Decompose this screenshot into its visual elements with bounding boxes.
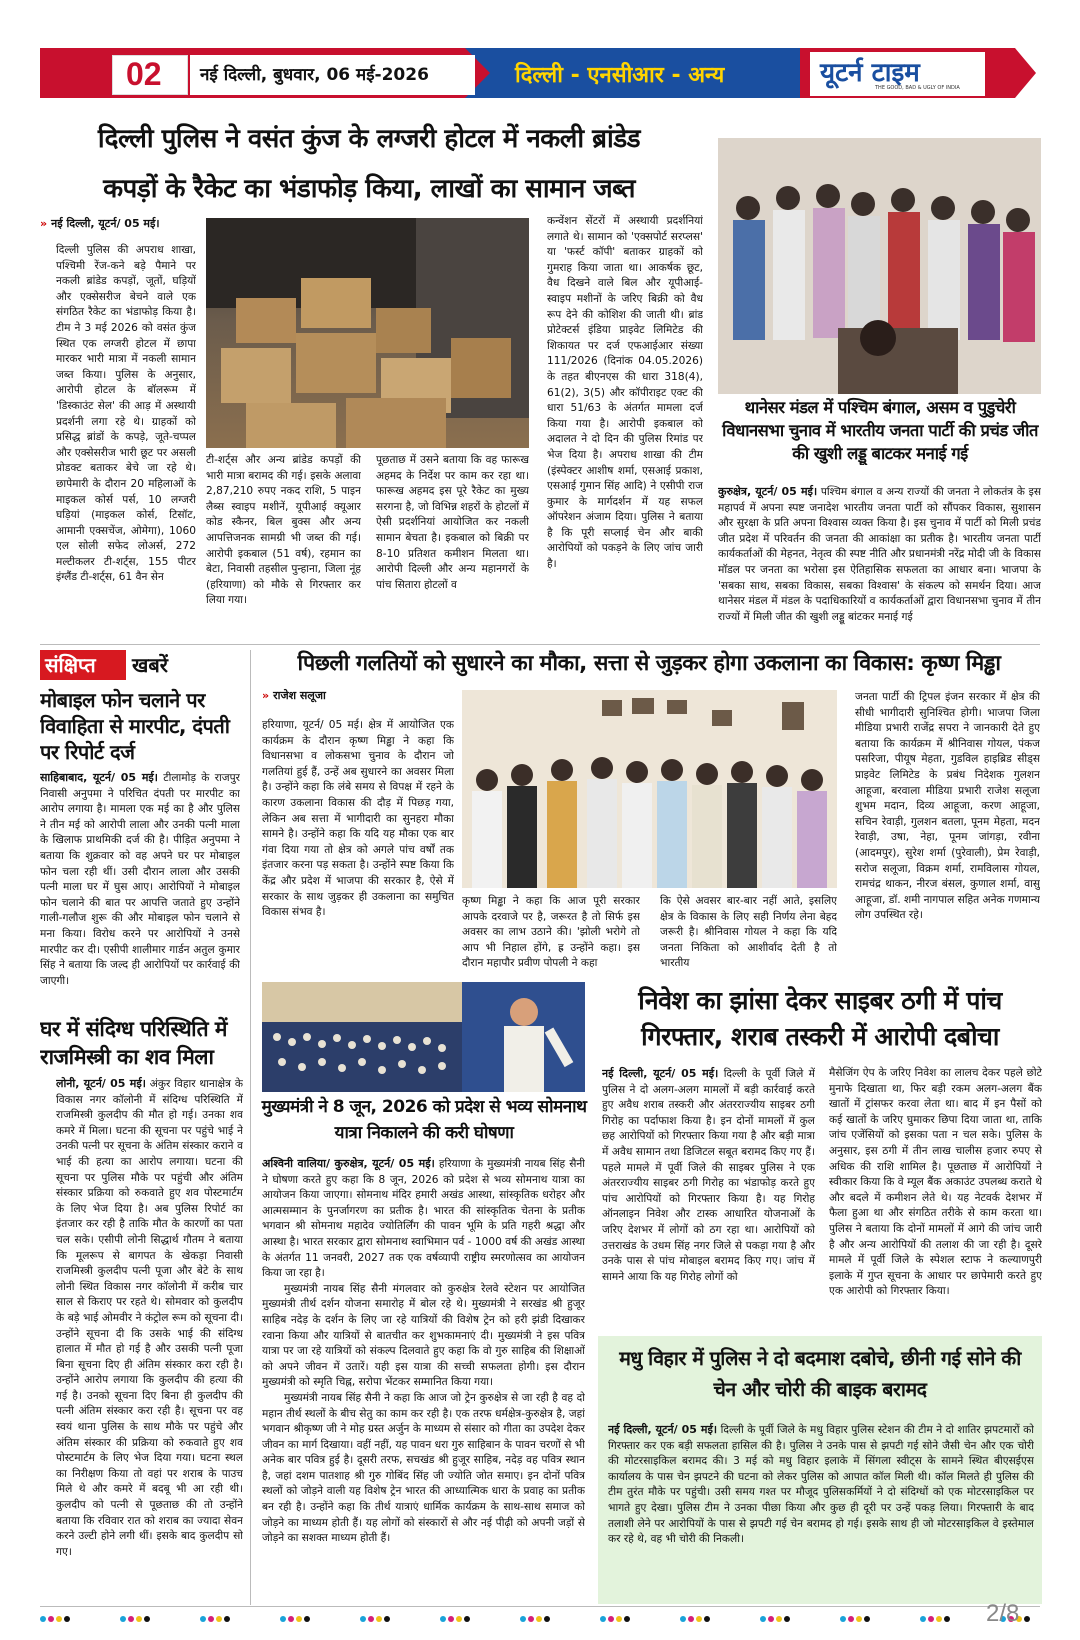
story5-body1: दिल्ली के पूर्वी जिले में पुलिस ने दो अलग-अलग मामलों में बड़ी कार्रवाई करते हुए अवैध शराब तस्करी और अंतरराज्यीय साइबर ठगी गिरोह का पर्दाफाश किया है। इन दोनों मामलों में कुल छह आरोपियों को गिरफ्तार किया गया है और बड़ी मात्रा में अवैध सामान तथा डिजिटल सबूत बरामद किए गए हैं। पहले मामले में पूर्वी जिले की साइबर पुलिस ने एक अंतरराज्यीय साइबर ठगी गिरोह का भंडाफोड़ करते हुए पांच आरोपियों को गिरफ्तार किया है। यह गिरोह ऑनलाइन निवेश और टास्क आधारित योजनाओं के जरिए देशभर में लोगों को ठग रहा था। आरोपियों को उत्तराखंड के उधम सिंह नगर जिले से पकड़ा गया है और उनके पास से पांच मोबाइल बरामद किए गए। जांच में सामने आया कि यह गिरोह लोगों को — [602, 1068, 815, 1283]
registration-dot — [208, 1616, 214, 1622]
registration-dot — [848, 1616, 854, 1622]
registration-dot-group — [680, 1616, 710, 1622]
brief-label-1: संक्षिप्त — [45, 653, 96, 677]
story2-text — [718, 484, 1041, 638]
brief2-byline: लोनी, यूटर्न/ 05 मई। — [56, 1077, 146, 1090]
page-indicator: 2/8 — [986, 1600, 1020, 1627]
registration-dot-group — [280, 1616, 310, 1622]
registration-dot — [376, 1616, 382, 1622]
registration-dot-group — [920, 1616, 950, 1622]
registration-dot — [296, 1616, 302, 1622]
story3-headline: पिछली गलतियों को सुधारने का मौका, सत्ता से जुड़कर होगा उकलाना का विकास: कृष्ण मिड्ढा — [297, 651, 1001, 676]
registration-dot — [136, 1616, 142, 1622]
registration-dot — [360, 1616, 366, 1622]
story6-body: दिल्ली के पूर्वी जिले के मधु विहार पुलिस स्टेशन की टीम ने दो शातिर झपटमारों को गिरफ्तार कर एक बड़ी सफलता हासिल की है। पुलिस ने उनके पास से झपटी गई सोने जैसी चेन और एक चोरी की मोटरसाइकिल बरामद की। 3 मई को मधु विहार इलाके में सिंगला स्वीट्स के सामने स्थित बीएसईएस कार्यालय के पास चेन झपटने की घटना को लेकर पुलिस को आपात कॉल मिली थी। कॉल मिलते ही पुलिस की टीम तुरंत मौके पर पहुंची। उसी समय गश्त पर मौजूद पुलिसकर्मियों ने दो संदिग्धों को एक मोटरसाइकिल पर भागते हुए देखा। पुलिस टीम ने उनका पीछा किया और कुछ ही दूरी पर उन्हें पकड़ लिया। गिरफ्तारी के बाद तलाशी लेने पर आरोपियों के पास से झपटी गई चेन बरामद हो गई। इसके साथ ही जो मोटरसाइकिल वे इस्तेमाल कर रहे थे, वह भी चोरी की निकली। — [608, 1424, 1034, 1546]
registration-dot — [688, 1616, 694, 1622]
story4-para1: हरियाणा के मुख्यमंत्री नायब सिंह सैनी ने घोषणा करते हुए कहा कि 8 जून, 2026 को प्रदेश से भव्य सोमनाथ यात्रा का आयोजन किया जाएगा। सोमनाथ मंदिर हमारी अखंड आस्था, सांस्कृतिक धरोहर और आत्मसम्मान के पुनर्जागरण का प्रतीक है। भारत की सांस्कृतिक चेतना के प्रतीक भगवान श्री सोमनाथ महादेव ज्योतिर्लिंग की पावन भूमि के प्रति गहरी श्रद्धा और आस्था है। भारत सरकार द्वारा सोमनाथ स्वाभिमान पर्व - 1000 वर्ष की अखंड आस्था के अंतर्गत 11 जनवरी, 2027 तक एक वर्षव्यापी राष्ट्रीय स्मरणोत्सव का आयोजन किया जा रहा है। — [262, 1158, 585, 1280]
brand-tagline: THE GOOD, BAD & UGLY OF INDIA — [875, 85, 960, 91]
story5-byline: नई दिल्ली, यूटर्न/ 05 मई। — [602, 1067, 719, 1080]
registration-dot — [936, 1616, 942, 1622]
registration-dot-group — [40, 1616, 70, 1622]
footer-rule — [40, 1606, 1040, 1607]
brief1-text — [40, 770, 240, 1005]
registration-dot — [600, 1616, 606, 1622]
story4-para2: मुख्यमंत्री नायब सिंह सैनी मंगलवार को कुरुक्षेत्र रेलवे स्टेशन पर आयोजित मुख्यमंत्री तीर्थ दर्शन योजना समारोह में बोल रहे थे। मुख्यमंत्री ने सरखंड श्री हुजूर साहिब नदेड़ के दर्शन के लिए जा रहे यात्रियों की विशेष ट्रेन को हरी झंडी दिखाकर रवाना किया और यात्रियों से बातचीत कर शुभकामनाएं दी। मुख्यमंत्री ने इस पवित्र यात्रा पर जा रहे यात्रियों को संकल्प दिलवाते हुए कहा कि वो गुरु साहिब की शिक्षाओं को अपने जीवन में उतारें। यही इस यात्रा की सच्ची सफलता होगी। इस दौरान मुख्यमंत्री को स्मृति चिह्न, सरोपा भेंटकर सम्मानित किया गया। — [262, 1282, 585, 1389]
brief-label-2: खबरें — [132, 653, 168, 677]
story5-col1 — [602, 1066, 815, 1328]
story6-byline: नई दिल्ली, यूटर्न/ 05 मई। — [608, 1423, 718, 1436]
story2-byline: कुरुक्षेत्र, यूटर्न/ 05 मई। — [718, 485, 818, 498]
divider-vertical — [250, 650, 251, 1605]
meeting-group-photo — [462, 690, 837, 888]
registration-dot-group — [600, 1616, 630, 1622]
registration-dot — [768, 1616, 774, 1622]
story6-headline: मधु विहार में पुलिस ने दो बदमाश दबोचे, छीनी गई सोने की चेन और चोरी की बाइक बरामद — [619, 1347, 1021, 1401]
story3-col4: जनता पार्टी की ट्रिपल इंजन सरकार में क्षेत्र की सीधी भागीदारी सुनिश्चित होगी। भाजपा जिला मीडिया प्रभारी राजेंद्र सपरा ने जानकारी देते हुए बताया कि कार्यक्रम में श्रीनिवास गोयल, पंकज पसरिजा, पीयूष मेहता, गुडविल हाइब्रिड सीड्स प्राइवेट लिमिटेड के प्रबंध निदेशक गुलशन आहूजा, बरवाला मीडिया प्रभारी राजेश सलूजा शुभम मदान, दिव्य आहूजा, करण आहूजा, सचिन रेवाड़ी, गुलशन बतला, पूनम मेहता, मदन रेवाड़ी, उषा, नेहा, पूनम जांगड़ा, रवीना (आदमपुर), सुरेश शर्मा (पुरेवाली), प्रेम रेवाड़ी, सरोज सलूजा, विक्रम शर्मा, रामविलास गोयल, रामचंद्र थाकन, नीरज बंसल, कुणाल शर्मा, वासु आहूजा, डॉ. शमी नागपाल सहित अनेक गणमान्य लोग उपस्थित रहे। — [855, 691, 1040, 922]
registration-dot — [304, 1616, 310, 1622]
registration-dot — [856, 1616, 862, 1622]
byline-arrow-icon: » — [40, 217, 48, 230]
registration-dot — [56, 1616, 62, 1622]
story5-headline: निवेश का झांसा देकर साइबर ठगी में पांच गिरफ्तार, शराब तस्करी में आरोपी दबोचा — [638, 986, 1002, 1051]
date-line: नई दिल्ली, बुधवार, 06 मई-2026 — [200, 65, 429, 85]
registration-dot-group — [760, 1616, 790, 1622]
rally-crowd-image — [262, 982, 585, 1092]
registration-dot — [696, 1616, 702, 1622]
page-number: 02 — [126, 56, 162, 92]
registration-dot — [624, 1616, 630, 1622]
registration-dot — [280, 1616, 286, 1622]
registration-dot — [784, 1616, 790, 1622]
brief2-headline: घर में संदिग्ध परिस्थिति में राजमिस्त्री का शव मिला — [40, 1017, 227, 1069]
story1-photo-boxes — [206, 218, 529, 448]
story4-photo-rally — [262, 982, 585, 1092]
registration-dot — [128, 1616, 134, 1622]
brief1-body: टीलामोड़ के राजपुर निवासी अनुपमा ने परिचित दंपती पर मारपीट का आरोप लगाया है। मामला एक मई का है और पुलिस ने तीन मई को आरोपी लाला और उनकी पत्नी माला के खिलाफ प्राथमिकी दर्ज की है। पीड़ित अनुपमा ने बताया कि शुक्रवार को वह अपने घर पर मोबाइल फोन चला रही थीं। उसी दौरान लाला और उसकी पत्नी माला घर में घुस आए। आरोपियों ने मोबाइल फोन चलाने की बात पर आपत्ति जताते हुए उन्होंने गाली-गलौज शुरू की और मोबाइल फोन चलाने से मना किया। विरोध करने पर आरोपियों ने उनसे मारपीट कर दी। एसीपी शालीमार गार्डन अतुल कुमार सिंह ने बताया कि जल्द ही आरोपियों पर कार्रवाई की जाएगी। — [40, 772, 240, 987]
registration-dot — [944, 1616, 950, 1622]
story3-col2: कृष्ण मिड्ढा ने कहा कि आज पूरी सरकार आपके दरवाजे पर है, जरूरत है तो सिर्फ इस अवसर का लाभ उठाने की। 'झोली भरोगे तो आप भी निहाल होंगे, ह्र उन्होंने कहा। इस दौरान महापौर प्रवीण पोपली ने कहा — [462, 895, 640, 970]
story3-photo-group — [462, 690, 837, 888]
registration-dot-group — [840, 1616, 870, 1622]
masthead-bar — [40, 48, 1036, 98]
story1-col2: टी-शर्ट्स और अन्य ब्रांडेड कपड़ों की भारी मात्रा बरामद की गई। इसके अलावा 2,87,210 रुपए नकद राशि, 5 पाइन लैब्स स्वाइप मशीनें, यूपीआई क्यूआर कोड स्कैनर, बिल बुक्स और अन्य आपत्तिजनक सामग्री भी जब्त की गई। आरोपी इकबाल (51 वर्ष), रहमान का बेटा, निवासी तहसील पुन्हाना, जिला नूंह (हरियाणा) को मौके से गिरफ्तार कर लिया गया। — [206, 454, 361, 607]
byline-arrow-icon: » — [262, 689, 270, 702]
registration-dot — [680, 1616, 686, 1622]
registration-dot — [528, 1616, 534, 1622]
cardboard-boxes-image — [206, 218, 529, 448]
registration-dot — [384, 1616, 390, 1622]
registration-dot-group — [520, 1616, 550, 1622]
story3-byline: » राजेश सलूजा — [262, 689, 326, 702]
registration-dot — [928, 1616, 934, 1622]
story4-headline: मुख्यमंत्री ने 8 जून, 2026 को प्रदेश से भव्य सोमनाथ यात्रा निकालने की करी घोषणा — [261, 1097, 587, 1143]
brief2-text — [56, 1076, 243, 1604]
story1-headline-line1: दिल्ली पुलिस ने वसंत कुंज के लग्जरी होटल में नकली ब्रांडेड — [97, 124, 641, 154]
registration-dot — [1024, 1616, 1030, 1622]
registration-dot — [520, 1616, 526, 1622]
story1-col3: पूछताछ में उसने बताया कि वह फारूख अहमद के निर्देश पर काम कर रहा था। फारूख अहमद इस पूरे रैकेट का मुख्य सरगना है, जो विभिन्न शहरों के होटलों में ऐसी प्रदर्शनियां आयोजित कर नकली सामान बेचता है। इकबाल को बिक्री पर 8-10 प्रतिशत कमीशन मिलता था। आरोपी दिल्ली और अन्य महानगरों के पांच सितारा होटलों व — [376, 454, 529, 591]
registration-dot-group — [200, 1616, 230, 1622]
registration-dot — [440, 1616, 446, 1622]
registration-dot — [536, 1616, 542, 1622]
registration-dot — [40, 1616, 46, 1622]
story6-text — [608, 1422, 1034, 1600]
registration-dot — [864, 1616, 870, 1622]
divider-mid — [40, 644, 1040, 645]
story4-para3: मुख्यमंत्री नायब सिंह सैनी ने कहा कि आज जो ट्रेन कुरुक्षेत्र से जा रही है वह दो महान तीर्थ स्थलों के बीच सेतु का काम कर रही है। एक तरफ धर्मक्षेत्र-कुरुक्षेत्र है, जहां भगवान श्रीकृष्ण जी ने मोह ग्रस्त अर्जुन के माध्यम से संसार को गीता का उपदेश देकर जीवन का मार्ग दिखाया। वहीं नहीं, यह पावन धरा गुरु साहिबान के पावन चरणों से भी अनेक बार पवित्र हुई है। दूसरी तरफ, सचखंड श्री हुजूर साहिब, नदेड़ वह पवित्र स्थान है, जहां दशम पातशाह श्री गुरु गोबिंद सिंह जी ज्योति जोत समाए। इन दोनों पवित्र स्थलों को जोड़ने वाली यह विशेष ट्रेन भारत की आध्यात्मिक धारा के प्रवाह का प्रतीक बन रही है। उन्होंने कहा कि तीर्थ यात्राएं धार्मिक कार्यक्रम के साथ-साथ समाज को जोड़ने का माध्यम होती हैं। यह लोगों को संस्कारों से और नई पीढ़ी को अपनी जड़ों से जोड़ने का सशक्त माध्यम होती हैं। — [262, 1391, 585, 1545]
registration-dot — [464, 1616, 470, 1622]
registration-dot — [144, 1616, 150, 1622]
registration-dot — [288, 1616, 294, 1622]
group-photo-image — [718, 138, 1041, 394]
brand-logo: यूटर्न टाइम — [820, 58, 920, 88]
story2-body: पश्चिम बंगाल व अन्य राज्यों की जनता ने लोकतंत्र के इस महापर्व में अपना स्पष्ट जनादेश भारतीय जनता पार्टी को सौंपकर विकास, सुशासन और सुरक्षा के प्रति अपना विश्वास व्यक्त किया है। इस चुनाव में पार्टी को मिली प्रचंड जीत प्रदेश में परिवर्तन की जनता की आकांक्षा का प्रतीक है। भारतीय जनता पार्टी कार्यकर्ताओं की मेहनत, नेतृत्व की स्पष्ट नीति और प्रधानमंत्री नरेंद्र मोदी जी के विकास मॉडल पर जनता का भरोसा इस ऐतिहासिक सफलता का आधार बना। भाजपा के 'सबका साथ, सबका विकास, सबका विश्वास' के संकल्प को समर्थन दिया। आज थानेसर मंडल में मंडल के पदाधिकारियों व कार्यकर्ताओं द्वारा विधानसभा चुनाव में तीन राज्यों में मिली जीत की खुशी लड्डू बांटकर मनाई गई — [718, 486, 1041, 623]
registration-dot — [544, 1616, 550, 1622]
registration-dot — [456, 1616, 462, 1622]
section-name: दिल्ली - एनसीआर - अन्य — [515, 63, 725, 88]
registration-dot — [48, 1616, 54, 1622]
registration-dot-group — [360, 1616, 390, 1622]
story3-col1: हरियाणा, यूटर्न/ 05 मई। क्षेत्र में आयोजित एक कार्यक्रम के दौरान कृष्ण मिड्ढा ने कहा कि विधानसभा व लोकसभा चुनाव के दौरान जो गलतियां हुई हैं, उन्हें अब सुधारने का अवसर मिला है। उन्होंने कहा कि लंबे समय से विपक्ष में रहने के कारण उकलाना विकास की दौड़ में पिछड़ गया, लेकिन अब सत्ता में भागीदारी का सुनहरा मौका सामने है। उन्होंने कहा कि यदि यह मौका एक बार गंवा दिया गया तो क्षेत्र को अगले पांच वर्षों तक इंतजार करना पड़ सकता है। उन्होंने स्पष्ट किया कि केंद्र और प्रदेश में भाजपा की सरकार है, ऐसे में सरकार के साथ जुड़कर ही उकलाना का समुचित विकास संभव है। — [262, 719, 454, 919]
registration-dot — [64, 1616, 70, 1622]
story1-col4: कन्वेंशन सेंटरों में अस्थायी प्रदर्शनियां लगाते थे। सामान को 'एक्सपोर्ट सरप्लस' या 'फर्स्ट कॉपी' बताकर ग्राहकों को गुमराह किया जाता था। आकर्षक छूट, वैध दिखने वाले बिल और यूपीआई-स्वाइप मशीनों के जरिए बिक्री को वैध रूप देने की कोशिश की जाती थी। ब्रांड प्रोटेक्टर्स इंडिया प्राइवेट लिमिटेड की शिकायत पर दर्ज एफआईआर संख्या 111/2026 (दिनांक 04.05.2026) के तहत बीएनएस की धारा 318(4), 61(2), 3(5) और कॉपीराइट एक्ट की धारा 51/63 के अंतर्गत मामला दर्ज किया गया है। आरोपी इकबाल को अदालत ने दो दिन की पुलिस रिमांड पर भेज दिया है। अपराध शाखा की टीम (इंस्पेक्टर आशीष शर्मा, एसआई प्रकाश, एसआई गुमान सिंह आदि) ने एसीपी राज कुमार के मार्गदर्शन में यह सफल ऑपरेशन अंजाम दिया। पुलिस ने बताया है कि पूरी सप्लाई चेन और बाकी आरोपियों को पकड़ने के लिए जांच जारी है। — [547, 215, 703, 571]
story1-byline: » नई दिल्ली, यूटर्न/ 05 मई। — [40, 217, 160, 230]
story5-col2: मैसेजिंग ऐप के जरिए निवेश का लालच देकर पहले छोटे मुनाफे दिखाता था, फिर बड़ी रकम अलग-अलग बैंक खातों में ट्रांसफर करवा लेता था। बाद में इन पैसों को कई खातों के जरिए घुमाकर छिपा दिया जाता था, ताकि जांच एजेंसियों को इसका पता न चल सके। पुलिस के अनुसार, इस ठगी में तीन लाख चालीस हजार रुपए से अधिक की राशि शामिल है। पूछताछ में आरोपियों ने स्वीकार किया कि वे म्यूल बैंक अकाउंट उपलब्ध कराते थे और बदले में कमीशन लेते थे। यह नेटवर्क देशभर में फैला हुआ था और संगठित तरीके से काम करता था। पुलिस ने बताया कि दोनों मामलों में आगे की जांच जारी है और अन्य आरोपियों की तलाश की जा रही है। दूसरे मामले में पूर्वी जिले के स्पेशल स्टाफ ने कल्याणपुरी इलाके में गुप्त सूचना के आधार पर छापेमारी करते हुए एक आरोपी को गिरफ्तार किया। — [829, 1067, 1042, 1298]
registration-dot — [776, 1616, 782, 1622]
registration-dot — [216, 1616, 222, 1622]
registration-dot — [448, 1616, 454, 1622]
registration-dot — [704, 1616, 710, 1622]
registration-dot — [224, 1616, 230, 1622]
story1-col1: दिल्ली पुलिस की अपराध शाखा, पश्चिमी रेंज-कने बड़े पैमाने पर नकली ब्रांडेड कपड़ों, जूतों, घड़ियों और एक्सेसरीज बेचने वाले एक संगठित रैकेट का भंडाफोड़ किया है। टीम ने 3 मई 2026 को वसंत कुंज स्थित एक लग्जरी होटल में छापा मारकर भारी मात्रा में नकली सामान जब्त किया। पुलिस के अनुसार, आरोपी होटल के बॉलरूम में 'डिस्काउंट सेल' की आड़ में अस्थायी प्रदर्शनी लगा रहे थे। ग्राहकों को प्रसिद्ध ब्रांडों के कपड़े, जूते-चप्पल और एक्सेसरीज भारी छूट पर असली प्रोडक्ट बताकर बेचे जा रहे थे। छापेमारी के दौरान 20 महिलाओं के माइकल कोर्स पर्स, 10 लग्जरी घड़ियां (माइकल कोर्स, टिसॉट, आमानी एक्सचेंज, ओमेगा), 1060 एल सोली सफेद लोअर्स, 272 मल्टीकलर टी-शर्ट्स, 155 पीटर इंग्लैंड टी-शर्ट्स, 61 वैन सेन — [56, 244, 196, 584]
registration-dot — [920, 1616, 926, 1622]
story4-text — [262, 1156, 585, 1606]
brief2-body: अंकुर विहार थानाक्षेत्र के विकास नगर कॉलोनी में संदिग्ध परिस्थिति में राजमिस्त्री कुलदीप की मौत हो गई। उनका शव कमरे में मिला। घटना की सूचना पर पहुंचे भाई ने उनकी पत्नी पर सूचना के अंतिम संस्कार कराने व भाई की हत्या का आरोप लगाया। घटना की सूचना पर पुलिस मौके पर पहुंची और अंतिम संस्कार प्रक्रिया को रुकवाते हुए शव पोस्टमार्टम के लिए भेज दिया है। अब पुलिस रिपोर्ट का इंतजार कर रही है ताकि मौत के कारणों का पता चल सके। एसीपी लोनी सिद्धार्थ गौतम ने बताया कि मूलरूप से बागपत के खेकड़ा निवासी राजमिस्त्री कुलदीप पत्नी पूजा और बेटे के साथ लोनी स्थित विकास नगर कॉलोनी में करीब चार साल से किराए पर रहते थे। सोमवार को कुलदीप के बड़े भाई ओमवीर ने कंट्रोल रूम को सूचना दी। उन्होंने सूचना दी कि उसके भाई की संदिग्ध हालात में मौत हो गई है और उसकी पत्नी पूजा बिना सूचना दिए ही अंतिम संस्कार करा रही है। उन्होंने आरोप लगाया कि कुलदीप की हत्या की गई है। उनको सूचना दिए बिना ही कुलदीप की पत्नी अंतिम संस्कार करा रही है। सूचना पर वह स्वयं थाना पुलिस के साथ मौके पर पहुंचे और अंतिम संस्कार की प्रक्रिया को रुकवाते हुए शव पोस्टमार्टम के लिए भेज दिया गया। घटना स्थल का निरीक्षण किया तो वहां पर शराब के पाउच मिले थे और कमरे में बदबू भी आ रही थी। कुलदीप को पत्नी से पूछताछ की तो उन्होंने बताया कि रविवार रात को शराब का ज्यादा सेवन करने उल्टी होने लगी थीं। इसके बाद कुलदीप सो गए। — [56, 1078, 243, 1558]
story1-headline-line2: कपड़ों के रैकेट का भंडाफोड़ किया, लाखों का सामान जब्त — [103, 174, 635, 204]
story3-col3: कि ऐसे अवसर बार-बार नहीं आते, इसलिए क्षेत्र के विकास के लिए सही निर्णय लेना बेहद जरूरी है। श्रीनिवास गोयल ने कहा कि यदि जनता निकिता को आशीर्वाद देती है तो भारतीय — [660, 895, 837, 970]
registration-dot — [840, 1616, 846, 1622]
registration-dot — [120, 1616, 126, 1622]
registration-dot — [200, 1616, 206, 1622]
story4-byline: अश्विनी वालिया/ कुरुक्षेत्र, यूटर्न/ 05 मई। — [262, 1157, 435, 1170]
brief1-byline: साहिबाबाद, यूटर्न/ 05 मई। — [40, 771, 158, 784]
registration-dot-group — [440, 1616, 470, 1622]
registration-dot — [616, 1616, 622, 1622]
registration-dot — [760, 1616, 766, 1622]
registration-dot-group — [120, 1616, 150, 1622]
footer-registration-dots — [40, 1616, 1030, 1622]
registration-dot — [368, 1616, 374, 1622]
brief1-headline: मोबाइल फोन चलाने पर विवाहिता से मारपीट, दंपती पर रिपोर्ट दर्ज — [40, 688, 230, 764]
registration-dot — [608, 1616, 614, 1622]
story2-caption: थानेसर मंडल में पश्चिम बंगाल, असम व पुडुचेरी विधानसभा चुनाव में भारतीय जनता पार्टी की प्रचंड जीत की खुशी लड्डू बाटकर मनाई गई — [722, 398, 1038, 463]
story2-photo-celebration — [718, 138, 1041, 394]
